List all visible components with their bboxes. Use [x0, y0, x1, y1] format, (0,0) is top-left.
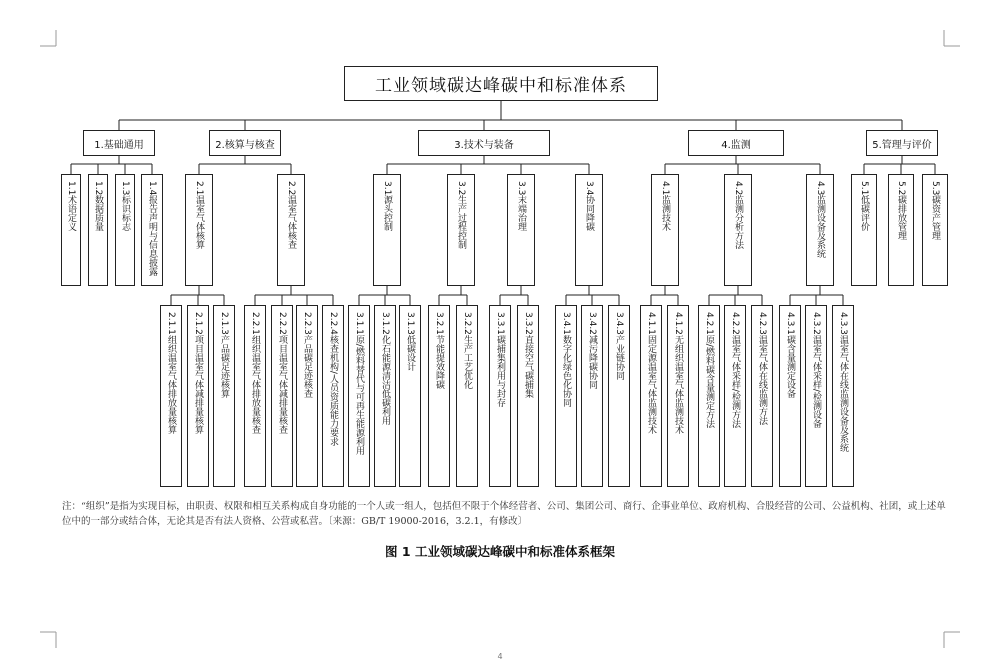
- category-1-box-label: 1.基础通用: [94, 139, 144, 151]
- subcategory-3-2-box-label: 3.2生产过程控制: [456, 181, 466, 250]
- figure-caption: 图 1 工业领域碳达峰碳中和标准体系框架: [385, 544, 615, 559]
- item-4-2-2-box-label: 4.2.2温室气体采样/检测方法: [730, 312, 740, 428]
- item-3-2-2-box-label: 3.2.2生产工艺优化: [462, 312, 472, 389]
- subcategory-5-2-box: [888, 174, 914, 286]
- subcategory-4-2-box-label: 4.2监测分析方法: [733, 181, 743, 250]
- category-2-box: [209, 130, 281, 156]
- subcategory-1-2-box-label: 1.2数据质量: [93, 181, 103, 232]
- item-2-2-1-box: [244, 305, 266, 487]
- item-3-4-3-box: [608, 305, 630, 487]
- footnote: 注：“组织”是指为实现目标，由职责、权限和相互关系构成自身功能的一个人或一组人，包括但不限于个体经营者、公司、集团公司、商行、企事业单位、政府机构、合股经营的公司、公益机构、社团，或上述单位中的一部分或结合体，无论其是否有法人资格、公营或私营。〔来源：GB/T 19000-2016，3.2.1，有修改〕: [62, 501, 946, 527]
- item-4-2-1-box-label: 4.2.1原/燃料碳含量测定方法: [704, 312, 714, 428]
- item-3-3-1-box: [489, 305, 511, 487]
- item-3-3-2-box: [517, 305, 539, 487]
- category-1-box: [83, 130, 155, 156]
- item-4-3-2-box-label: 4.3.2温室气体采样/检测设备: [811, 312, 821, 428]
- item-3-1-2-box: [374, 305, 396, 487]
- item-3-1-3-box: [399, 305, 421, 487]
- subcategory-3-3-box: [507, 174, 535, 286]
- item-2-1-3-box: [213, 305, 235, 487]
- subcategory-2-2-box: [277, 174, 305, 286]
- category-5-box-label: 5.管理与评价: [872, 139, 932, 151]
- item-4-3-1-box: [779, 305, 801, 487]
- category-5-box: [866, 130, 938, 156]
- subcategory-1-4-box-label: 1.4报告声明与信息披露: [147, 181, 157, 277]
- subcategory-1-2-box: [88, 174, 108, 286]
- item-2-2-2-box-label: 2.2.2项目温室气体减排量核查: [277, 312, 287, 434]
- item-4-2-3-box-label: 4.2.3温室气体在线监测方法: [757, 312, 767, 425]
- subcategory-3-2-box: [447, 174, 475, 286]
- item-4-3-1-box-label: 4.3.1碳含量测定设备: [785, 312, 795, 398]
- item-3-1-1-box-label: 3.1.1原/燃料替代与可再生能源利用: [354, 312, 364, 455]
- subcategory-4-1-box-label: 4.1监测技术: [660, 181, 670, 232]
- subcategory-1-3-box: [115, 174, 135, 286]
- item-3-1-2-box-label: 3.1.2化石能源清洁低碳利用: [380, 312, 390, 425]
- item-3-3-1-box-label: 3.3.1碳捕集利用与封存: [495, 312, 505, 407]
- subcategory-5-3-box-label: 5.3碳资产管理: [930, 181, 940, 241]
- item-2-2-4-box-label: 2.2.4核查机构/人员资质能力要求: [328, 312, 338, 446]
- item-4-3-2-box: [805, 305, 827, 487]
- subcategory-5-1-box: [851, 174, 877, 286]
- page-number: 4: [497, 652, 503, 661]
- subcategory-4-1-box: [651, 174, 679, 286]
- category-4-box-label: 4.监测: [721, 139, 751, 151]
- item-4-2-3-box: [751, 305, 773, 487]
- subcategory-4-2-box: [724, 174, 752, 286]
- item-3-4-2-box-label: 3.4.2减污降碳协同: [587, 312, 597, 389]
- item-3-3-2-box-label: 3.3.2直接空气碳捕集: [523, 312, 533, 398]
- item-3-2-2-box: [456, 305, 478, 487]
- item-4-2-1-box: [698, 305, 720, 487]
- item-4-1-1-box-label: 4.1.1固定源温室气体监测技术: [646, 312, 656, 434]
- item-2-2-4-box: [322, 305, 344, 487]
- subcategory-2-2-box-label: 2.2温室气体核查: [286, 181, 296, 250]
- subcategory-3-4-box-label: 3.4协同降碳: [584, 181, 594, 232]
- category-4-box: [688, 130, 784, 156]
- subcategory-1-1-box-label: 1.1术语定义: [66, 181, 76, 232]
- item-3-4-1-box: [555, 305, 577, 487]
- item-4-2-2-box: [724, 305, 746, 487]
- item-4-1-2-box: [667, 305, 689, 487]
- item-3-4-2-box: [581, 305, 603, 487]
- diagram-title: [344, 66, 658, 101]
- subcategory-3-1-box: [373, 174, 401, 286]
- subcategory-5-3-box: [922, 174, 948, 286]
- subcategory-5-1-box-label: 5.1低碳评价: [859, 181, 869, 232]
- subcategory-1-3-box-label: 1.3标识标志: [120, 181, 130, 232]
- category-3-box-label: 3.技术与装备: [454, 139, 514, 151]
- diagram-title-label: 工业领域碳达峰碳中和标准体系: [375, 76, 627, 96]
- subcategory-3-4-box: [575, 174, 603, 286]
- item-2-1-1-box: [160, 305, 182, 487]
- subcategory-3-3-box-label: 3.3末端治理: [516, 181, 526, 232]
- item-3-1-3-box-label: 3.1.3低碳设计: [405, 312, 415, 371]
- category-3-box: [418, 130, 550, 156]
- category-2-box-label: 2.核算与核查: [215, 139, 275, 151]
- subcategory-1-1-box: [61, 174, 81, 286]
- item-4-1-1-box: [640, 305, 662, 487]
- subcategory-2-1-box: [185, 174, 213, 286]
- item-4-3-3-box: [832, 305, 854, 487]
- item-2-1-1-box-label: 2.1.1组织温室气体排放量核算: [166, 312, 176, 434]
- subcategory-4-3-box: [806, 174, 834, 286]
- item-2-1-2-box-label: 2.1.2项目温室气体减排量核算: [193, 312, 203, 434]
- item-3-4-3-box-label: 3.4.3产业链协同: [614, 312, 624, 380]
- subcategory-1-4-box: [141, 174, 163, 286]
- subcategory-2-1-box-label: 2.1温室气体核算: [194, 181, 204, 250]
- item-3-2-1-box: [428, 305, 450, 487]
- subcategory-3-1-box-label: 3.1源头控制: [382, 181, 392, 232]
- item-3-2-1-box-label: 3.2.1节能提效降碳: [434, 312, 444, 389]
- item-2-2-3-box: [296, 305, 318, 487]
- item-2-1-2-box: [187, 305, 209, 487]
- item-2-2-3-box-label: 2.2.3产品碳足迹核查: [302, 312, 312, 398]
- item-2-2-2-box: [271, 305, 293, 487]
- item-4-3-3-box-label: 4.3.3温室气体在线监测设备及系统: [838, 312, 848, 452]
- subcategory-4-3-box-label: 4.3监测设备及系统: [815, 181, 825, 259]
- item-3-1-1-box: [348, 305, 370, 487]
- item-2-1-3-box-label: 2.1.3产品碳足迹核算: [219, 312, 229, 398]
- item-2-2-1-box-label: 2.2.1组织温室气体排放量核查: [250, 312, 260, 434]
- subcategory-5-2-box-label: 5.2碳排放管理: [896, 181, 906, 241]
- item-4-1-2-box-label: 4.1.2无组织温室气体监测技术: [673, 312, 683, 434]
- item-3-4-1-box-label: 3.4.1数字化绿色化协同: [561, 312, 571, 407]
